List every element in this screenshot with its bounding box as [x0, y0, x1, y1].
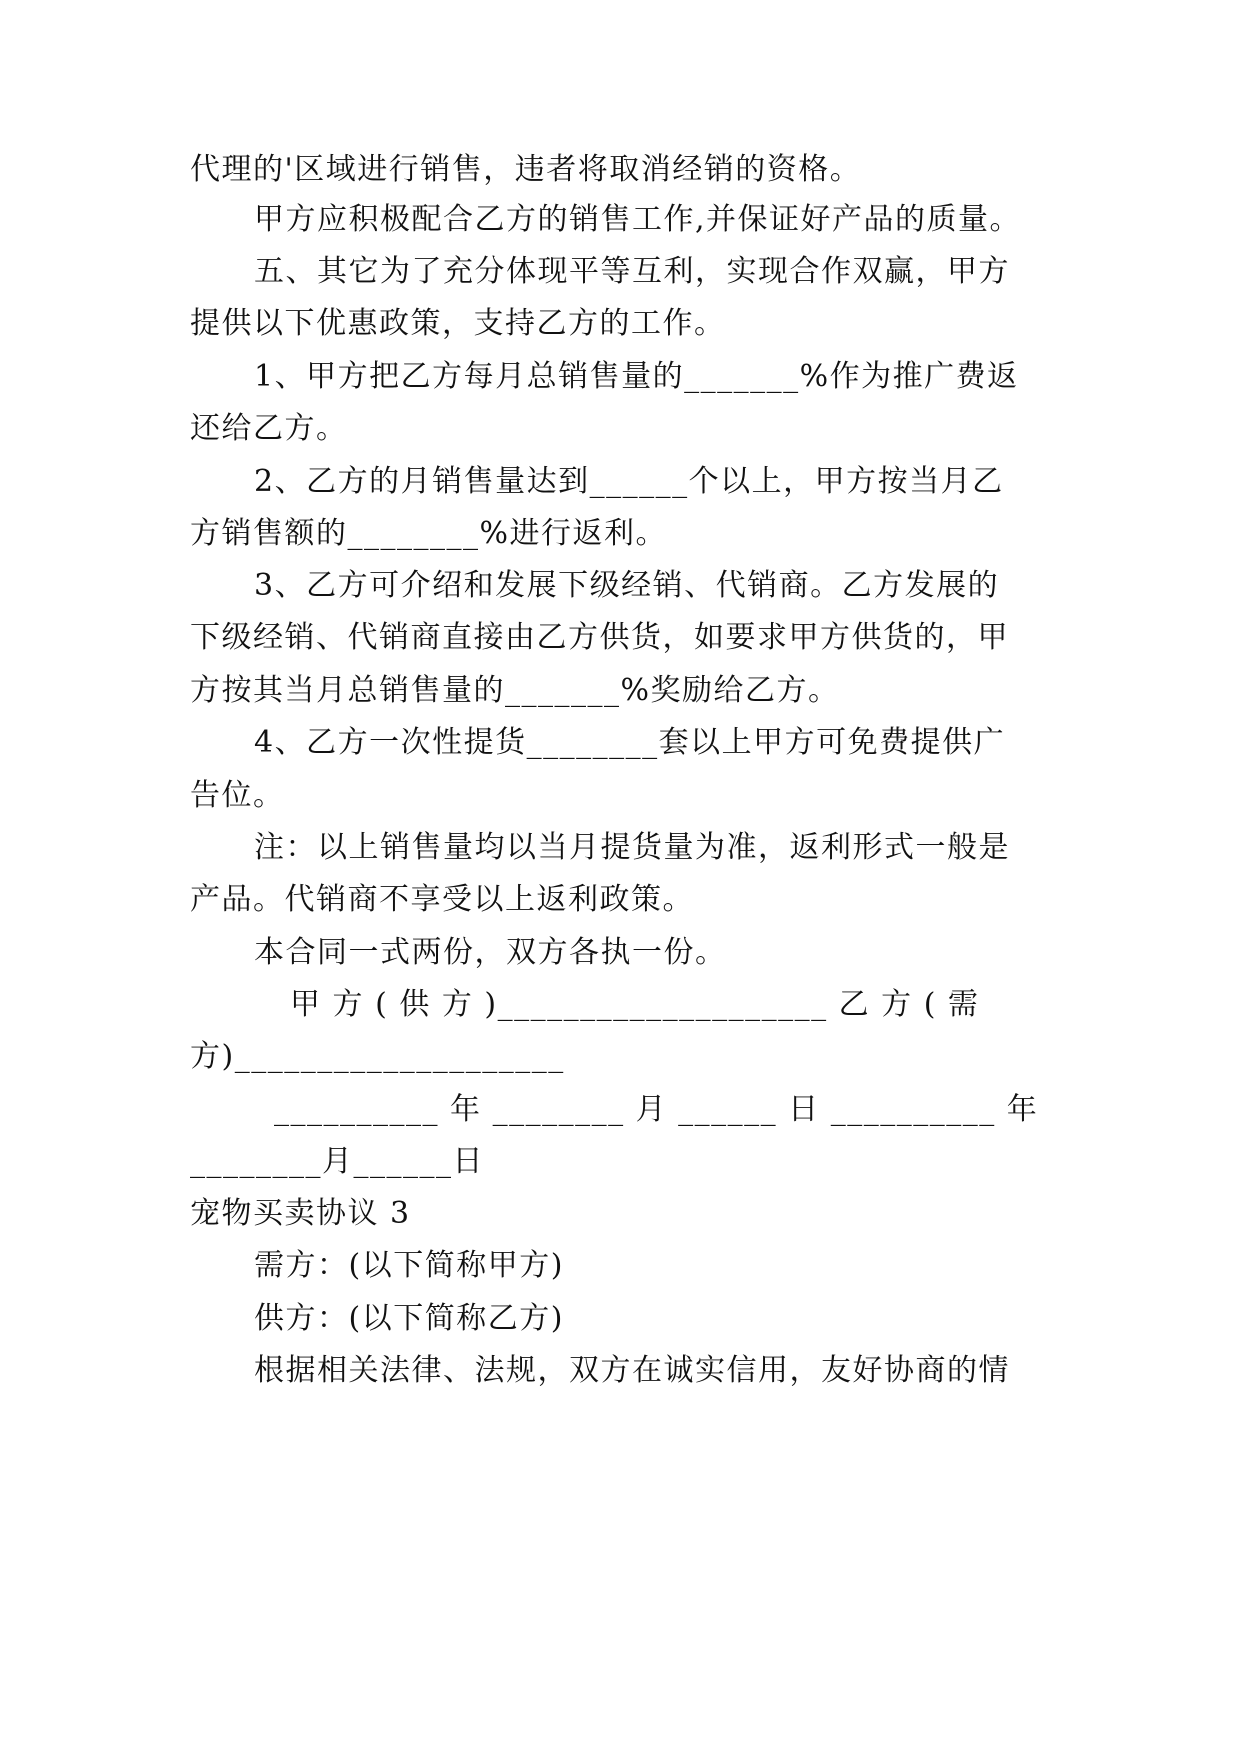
signature-line: 甲 方 ( 供 方 )____________________ 乙 方 ( 需 — [290, 987, 980, 1022]
paragraph-line: 方销售额的________%进行返利。 — [190, 516, 668, 551]
paragraph-line: 代理的'区域进行销售，违者将取消经销的资格。 — [190, 152, 862, 187]
paragraph-line: 4、乙方一次性提货________套以上甲方可免费提供广 — [254, 725, 1006, 760]
paragraph-line: 产品。代销商不享受以上返利政策。 — [190, 882, 694, 917]
date-line: ________月______日 — [190, 1144, 484, 1179]
party-line: 供方：(以下简称乙方) — [254, 1301, 564, 1336]
paragraph-line: 告位。 — [190, 778, 285, 813]
paragraph-line: 2、乙方的月销售量达到______个以上，甲方按当月乙 — [254, 464, 1004, 499]
date-line: __________ 年 ________ 月 ______ 日 __________ 年 — [274, 1092, 1039, 1127]
paragraph-line: 3、乙方可介绍和发展下级经销、代销商。乙方发展的 — [254, 568, 1000, 603]
paragraph-line: 根据相关法律、法规，双方在诚实信用，友好协商的情 — [254, 1353, 1010, 1388]
paragraph-line: 注：以上销售量均以当月提货量为准，返利形式一般是 — [254, 830, 1010, 865]
paragraph-line: 1、甲方把乙方每月总销售量的_______%作为推广费返 — [254, 359, 1019, 394]
paragraph-line: 还给乙方。 — [190, 411, 348, 446]
party-line: 需方：(以下简称甲方) — [254, 1248, 564, 1283]
paragraph-line: 本合同一式两份，双方各执一份。 — [254, 935, 727, 970]
paragraph-line: 五、其它为了充分体现平等互利，实现合作双赢，甲方 — [254, 254, 1010, 289]
paragraph-line: 提供以下优惠政策，支持乙方的工作。 — [190, 306, 726, 341]
paragraph-line: 下级经销、代销商直接由乙方供货，如要求甲方供货的，甲 — [190, 620, 1009, 655]
paragraph-line: 方按其当月总销售量的_______%奖励给乙方。 — [190, 673, 840, 708]
section-title: 宠物买卖协议 3 — [190, 1196, 411, 1231]
paragraph-line: 甲方应积极配合乙方的销售工作,并保证好产品的质量。 — [254, 202, 1022, 237]
signature-line: 方)____________________ — [190, 1039, 565, 1074]
